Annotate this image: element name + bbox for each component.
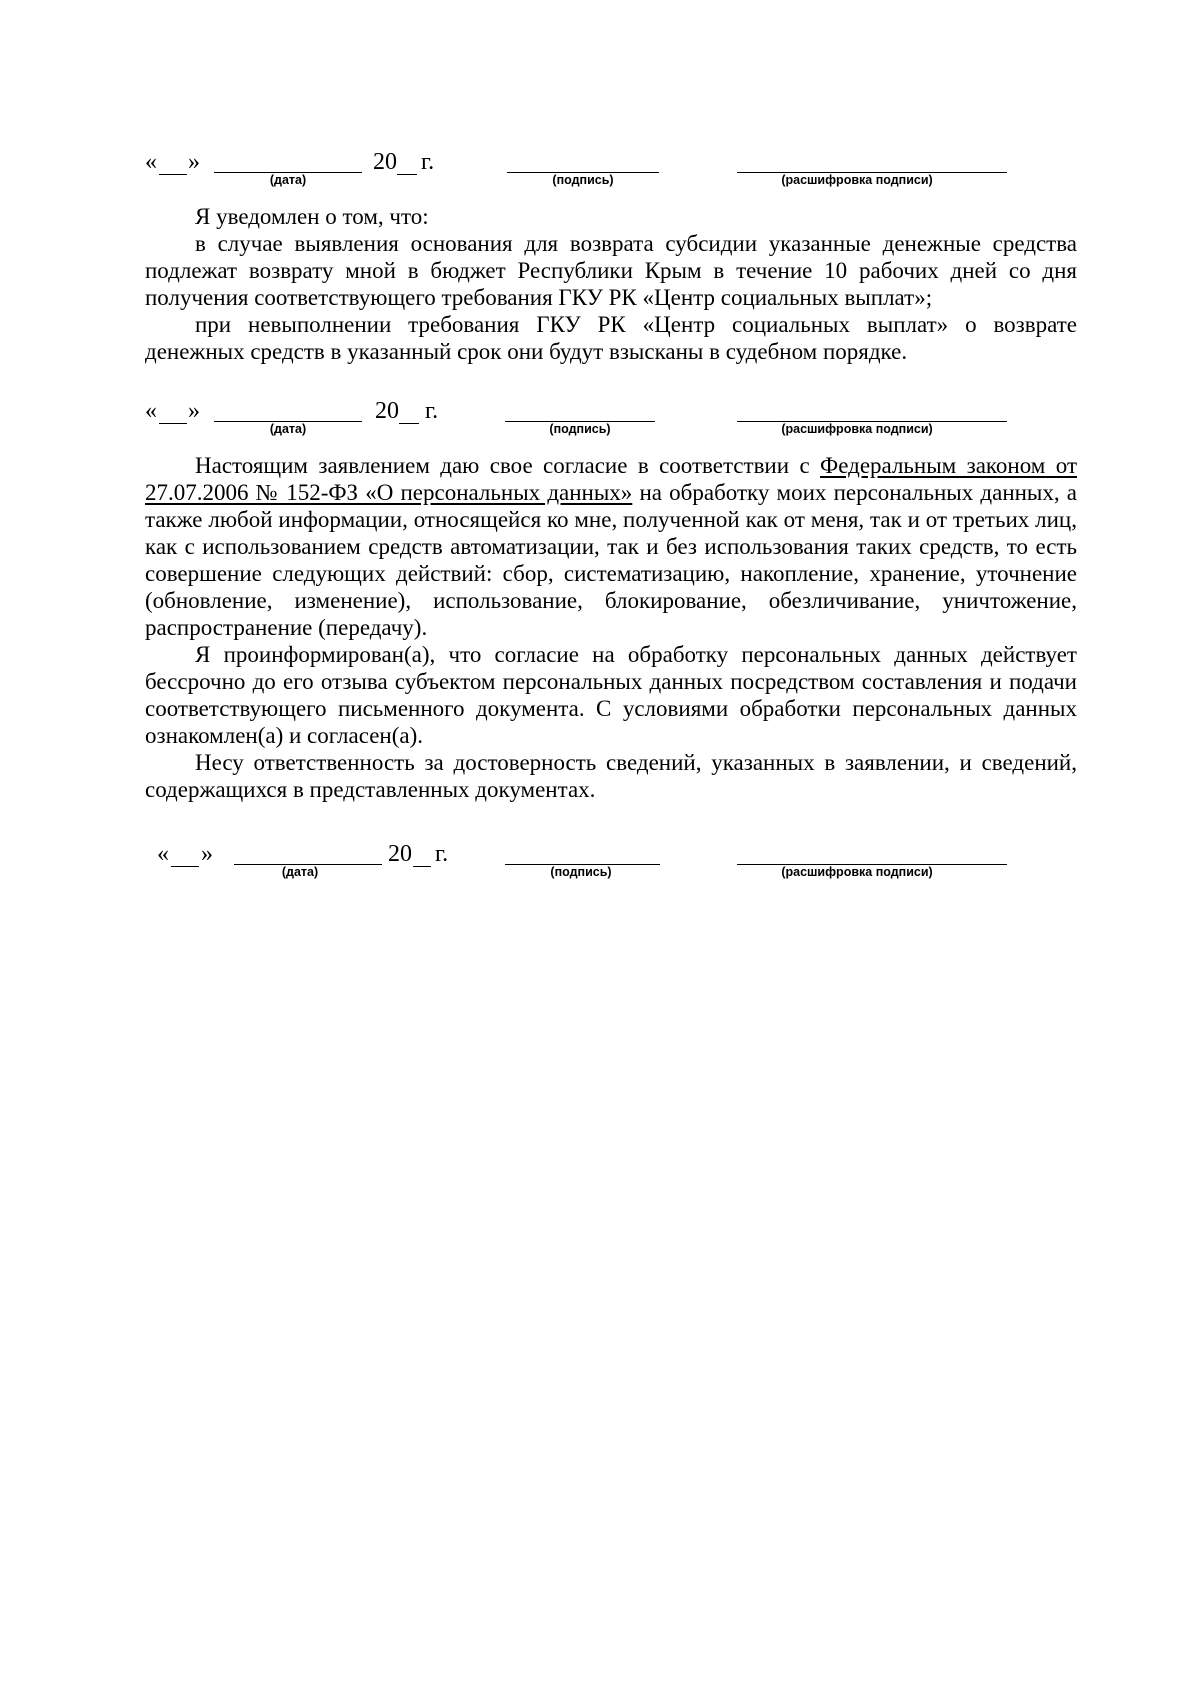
transcript-caption: (расшифровка подписи) — [781, 173, 933, 187]
quote-open: « — [157, 841, 169, 867]
consent-paragraph — [145, 452, 1077, 641]
responsibility-paragraph: Несу ответственность за достоверность сведений, указанных в заявлении, и сведений, содержащихся в представленных документах. — [145, 750, 1077, 802]
signature-row-1 — [145, 148, 1045, 192]
quote-open: « — [145, 398, 157, 424]
year-blank[interactable] — [397, 174, 417, 175]
notice-item-1: в случае выявления основания для возврата субсидии указанные денежные средства подлежат возврату мной в бюджет Республики Крым в течение 10 рабочих дней со дня получения соответствующего требования ГКУ РК «Центр социальных выплат»; — [145, 231, 1077, 310]
date-caption: (дата) — [269, 173, 307, 187]
signature-row-3 — [145, 840, 1045, 884]
year-suffix: г. — [421, 149, 435, 175]
signature-row-2 — [145, 397, 1045, 441]
date-caption: (дата) — [281, 865, 319, 879]
year-prefix: 20 — [388, 841, 412, 867]
year-suffix: г. — [425, 398, 439, 424]
year-blank[interactable] — [399, 423, 419, 424]
quote-close: » — [201, 841, 213, 867]
year-blank[interactable] — [413, 866, 431, 867]
notice-item-2: при невыполнении требования ГКУ РК «Центр социальных выплат» о возврате денежных средств в указанный срок они будут взысканы в судебном порядке. — [145, 312, 1077, 364]
quote-open: « — [145, 149, 157, 175]
day-blank[interactable] — [159, 174, 187, 175]
day-blank[interactable] — [159, 423, 187, 424]
consent-section — [145, 452, 1077, 803]
consent-intro: Настоящим заявлением даю свое согласие в соответствии с — [195, 453, 821, 478]
signature-caption: (подпись) — [550, 865, 612, 879]
consent-rest: на обработку моих персональных данных, а также любой информации, относящейся ко мне, полученной как от меня, так и от третьих лиц, как с использованием средств автоматизации, так и без использования таких средств, то есть совершение следующих действий: сбор, систематизацию, накопление, хранение, уточнение (обновление, изменение), использование, блокирование, обезличивание, уничтожение, распространение (передачу). — [145, 480, 1078, 640]
federal-law-link[interactable]: Федеральным законом от 27.07.2006 № 152-ФЗ «О персональных данных» — [145, 453, 1077, 505]
notice-heading: Я уведомлен о том, что: — [195, 204, 429, 229]
date-caption: (дата) — [269, 422, 307, 436]
quote-close: » — [188, 149, 200, 175]
quote-close: » — [188, 398, 200, 424]
transcript-caption: (расшифровка подписи) — [781, 422, 933, 436]
signature-caption: (подпись) — [552, 173, 614, 187]
day-blank[interactable] — [171, 866, 199, 867]
informed-paragraph: Я проинформирован(а), что согласие на обработку персональных данных действует бессрочно до его отзыва субъектом персональных данных посредством составления и подачи соответствующего письменного документа. С условиями обработки персональных данных ознакомлен(а) и согласен(а). — [145, 642, 1077, 748]
year-prefix: 20 — [375, 398, 399, 424]
year-prefix: 20 — [373, 149, 397, 175]
year-suffix: г. — [435, 841, 449, 867]
transcript-caption: (расшифровка подписи) — [781, 865, 933, 879]
signature-caption: (подпись) — [549, 422, 611, 436]
notice-section — [145, 203, 1077, 365]
